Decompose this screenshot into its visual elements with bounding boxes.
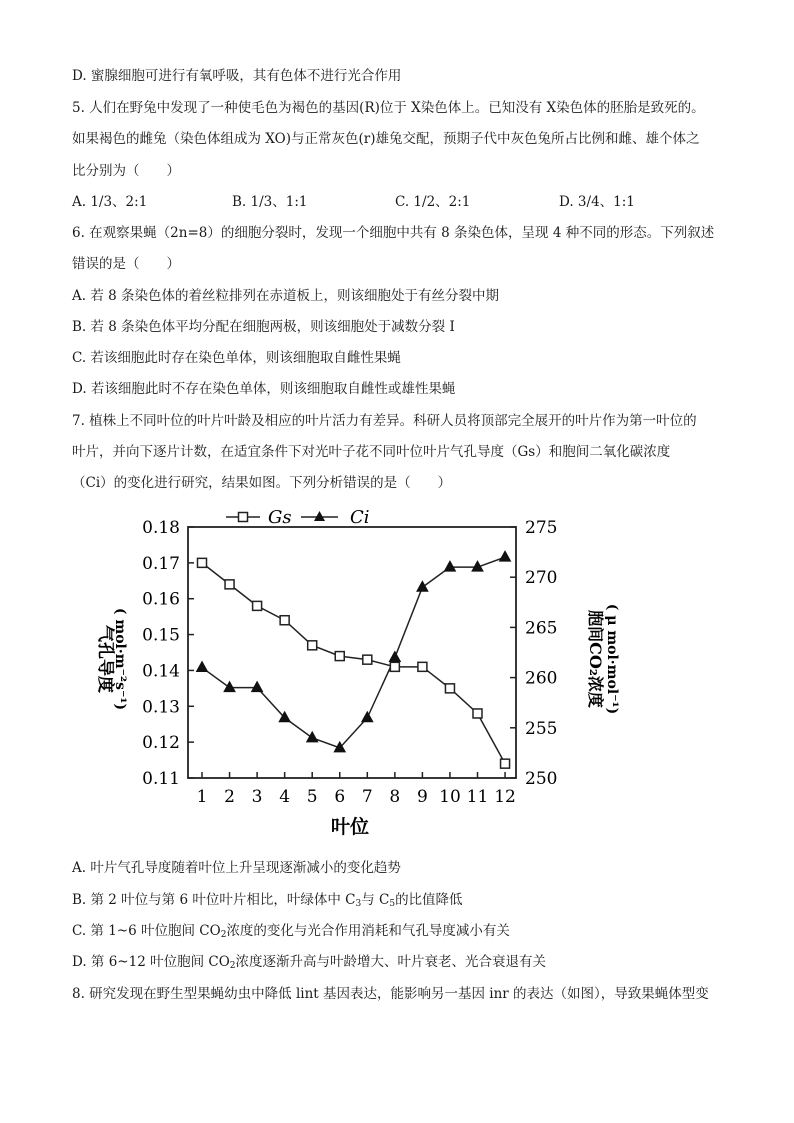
gs-point xyxy=(363,655,372,664)
q6-option-c: C. 若该细胞此时存在染色单体，则该细胞取自雌性果蝇 xyxy=(72,350,401,366)
gs-point xyxy=(501,759,510,768)
gs-point xyxy=(253,601,262,610)
plot-frame xyxy=(188,527,516,778)
q8-stem-line-1: 8. 研究发现在野生型果蝇幼虫中降低 lint 基因表达，能影响另一基因 inr 的表达（如图），导致果蝇体型变 xyxy=(72,986,709,1002)
q7-option-a: A. 叶片气孔导度随着叶位上升呈现逐渐减小的变化趋势 xyxy=(72,860,401,876)
left-axis-unit: ( mol·m⁻²s⁻¹) xyxy=(112,607,128,711)
right-tick-label: 265 xyxy=(525,618,558,639)
gs-point xyxy=(225,580,234,589)
q6-stem-line-2: 错误的是（ ） xyxy=(72,256,180,272)
q5-options xyxy=(72,194,732,210)
legend-ci-label: Ci xyxy=(350,507,370,528)
q6-option-a: A. 若 8 条染色体的着丝粒排列在赤道板上，则该细胞处于有丝分裂中期 xyxy=(72,288,500,304)
ci-point xyxy=(417,581,428,591)
left-tick-label: 0.15 xyxy=(142,625,180,646)
right-tick-label: 250 xyxy=(525,769,558,789)
x-tick-label: 9 xyxy=(416,787,428,807)
q5-option-d: D. 3/4、1:1 xyxy=(559,194,635,210)
gs-point xyxy=(280,616,289,625)
left-tick-label: 0.17 xyxy=(142,553,180,574)
q5-stem-line-2: 如果褐色的雌兔（染色体组成为 XO)与正常灰色(r)雄兔交配，预期子代中灰色兔所占比例和雌、雄个体之 xyxy=(72,131,700,147)
ci-series-line xyxy=(202,557,505,748)
left-tick-label: 0.13 xyxy=(142,697,180,718)
q7c-sub-1: 2 xyxy=(220,930,227,940)
x-tick-label: 7 xyxy=(361,787,373,807)
q7d-sub-1: 2 xyxy=(229,961,236,971)
x-tick-label: 2 xyxy=(224,787,235,807)
left-tick-label: 0.18 xyxy=(142,518,180,538)
left-tick-label: 0.12 xyxy=(142,733,180,754)
legend-gs-label: Gs xyxy=(268,507,292,528)
q7-stem-line-3: （Ci）的变化进行研究，结果如图。下列分析错误的是（ ） xyxy=(72,475,452,491)
q6-stem-line-1: 6. 在观察果蝇（2n=8）的细胞分裂时，发现一个细胞中共有 8 条染色体，呈现 4 种不同的形态。下列叙述 xyxy=(72,225,715,241)
ci-point xyxy=(444,561,455,571)
q6-option-d: D. 若该细胞此时不存在染色单体，则该细胞取自雌性或雄性果蝇 xyxy=(72,381,456,397)
gs-point xyxy=(390,662,399,671)
q7b-sub-2: 5 xyxy=(389,899,396,909)
legend-ci-marker xyxy=(314,511,325,521)
gs-ci-chart xyxy=(86,504,620,849)
ci-point xyxy=(389,652,400,662)
q5-stem-line-3: 比分别为（ ） xyxy=(72,163,180,179)
right-axis-title: 胞间CO₂浓度 xyxy=(586,610,605,708)
q7b-part-3: 的比值降低 xyxy=(395,892,463,908)
q7b-sub-1: 3 xyxy=(355,899,362,909)
ci-point xyxy=(197,662,208,672)
gs-point xyxy=(335,652,344,661)
q6-option-b: B. 若 8 条染色体平均分配在细胞两极，则该细胞处于减数分裂 I xyxy=(72,319,455,335)
x-tick-label: 4 xyxy=(279,787,291,807)
legend-gs-marker xyxy=(239,513,248,522)
x-tick-label: 11 xyxy=(466,787,489,807)
ci-point xyxy=(307,732,318,742)
q7b-part-2: 与 C xyxy=(361,892,390,908)
q7-option-d xyxy=(72,954,546,970)
x-tick-label: 5 xyxy=(306,787,318,807)
q5-option-b: B. 1/3、1:1 xyxy=(232,194,308,210)
gs-point xyxy=(198,558,207,567)
q7c-part-1: C. 第 1~6 叶位胞间 CO xyxy=(72,923,221,939)
x-tick-label: 12 xyxy=(494,787,516,807)
gs-point xyxy=(308,641,317,650)
x-tick-label: 10 xyxy=(439,787,461,807)
left-tick-label: 0.14 xyxy=(142,661,180,682)
x-tick-label: 1 xyxy=(196,787,208,807)
left-tick-label: 0.16 xyxy=(142,589,180,610)
right-axis-unit: ( μ mol·mol⁻¹) xyxy=(604,603,620,715)
gs-point xyxy=(445,684,454,693)
ci-point xyxy=(500,551,511,561)
gs-point xyxy=(473,709,482,718)
q7c-part-2: 浓度的变化与光合作用消耗和气孔导度减小有关 xyxy=(226,923,510,939)
q7-option-b xyxy=(72,892,463,908)
q5-stem-line-1: 5. 人们在野兔中发现了一种使毛色为褐色的基因(R)位于 X染色体上。已知没有 X染色体的胚胎是致死的。 xyxy=(72,100,705,116)
x-axis-title: 叶位 xyxy=(330,816,370,838)
left-axis-title: 气孔导度 xyxy=(95,625,115,693)
left-tick-label: 0.11 xyxy=(142,769,180,789)
right-tick-label: 255 xyxy=(525,718,558,739)
q5-option-a: A. 1/3、2:1 xyxy=(72,194,148,210)
q7-option-c xyxy=(72,923,510,939)
ci-point xyxy=(362,712,373,722)
right-tick-label: 260 xyxy=(525,668,558,689)
q7-stem-line-2: 叶片，并向下逐片计数，在适宜条件下对光叶子花不同叶位叶片气孔导度（Gs）和胞间二氧化碳浓度 xyxy=(72,444,671,460)
q7-stem-line-1: 7. 植株上不同叶位的叶片叶龄及相应的叶片活力有差异。科研人员将顶部完全展开的叶片作为第一叶位的 xyxy=(72,413,697,429)
q5-option-c: C. 1/2、2:1 xyxy=(395,194,471,210)
ci-point xyxy=(224,682,235,692)
q7d-part-2: 浓度逐渐升高与叶龄增大、叶片衰老、光合衰退有关 xyxy=(235,954,547,970)
gs-point xyxy=(418,662,427,671)
x-tick-label: 6 xyxy=(334,787,346,807)
q4-option-d: D. 蜜腺细胞可进行有氧呼吸，其有色体不进行光合作用 xyxy=(72,68,402,84)
right-tick-label: 270 xyxy=(525,568,558,589)
ci-point xyxy=(252,682,263,692)
x-tick-label: 8 xyxy=(389,787,401,807)
q7b-part-1: B. 第 2 叶位与第 6 叶位叶片相比，叶绿体中 C xyxy=(72,892,356,908)
q7d-part-1: D. 第 6~12 叶位胞间 CO xyxy=(72,954,230,970)
x-tick-label: 3 xyxy=(251,787,263,807)
right-tick-label: 275 xyxy=(525,518,558,538)
